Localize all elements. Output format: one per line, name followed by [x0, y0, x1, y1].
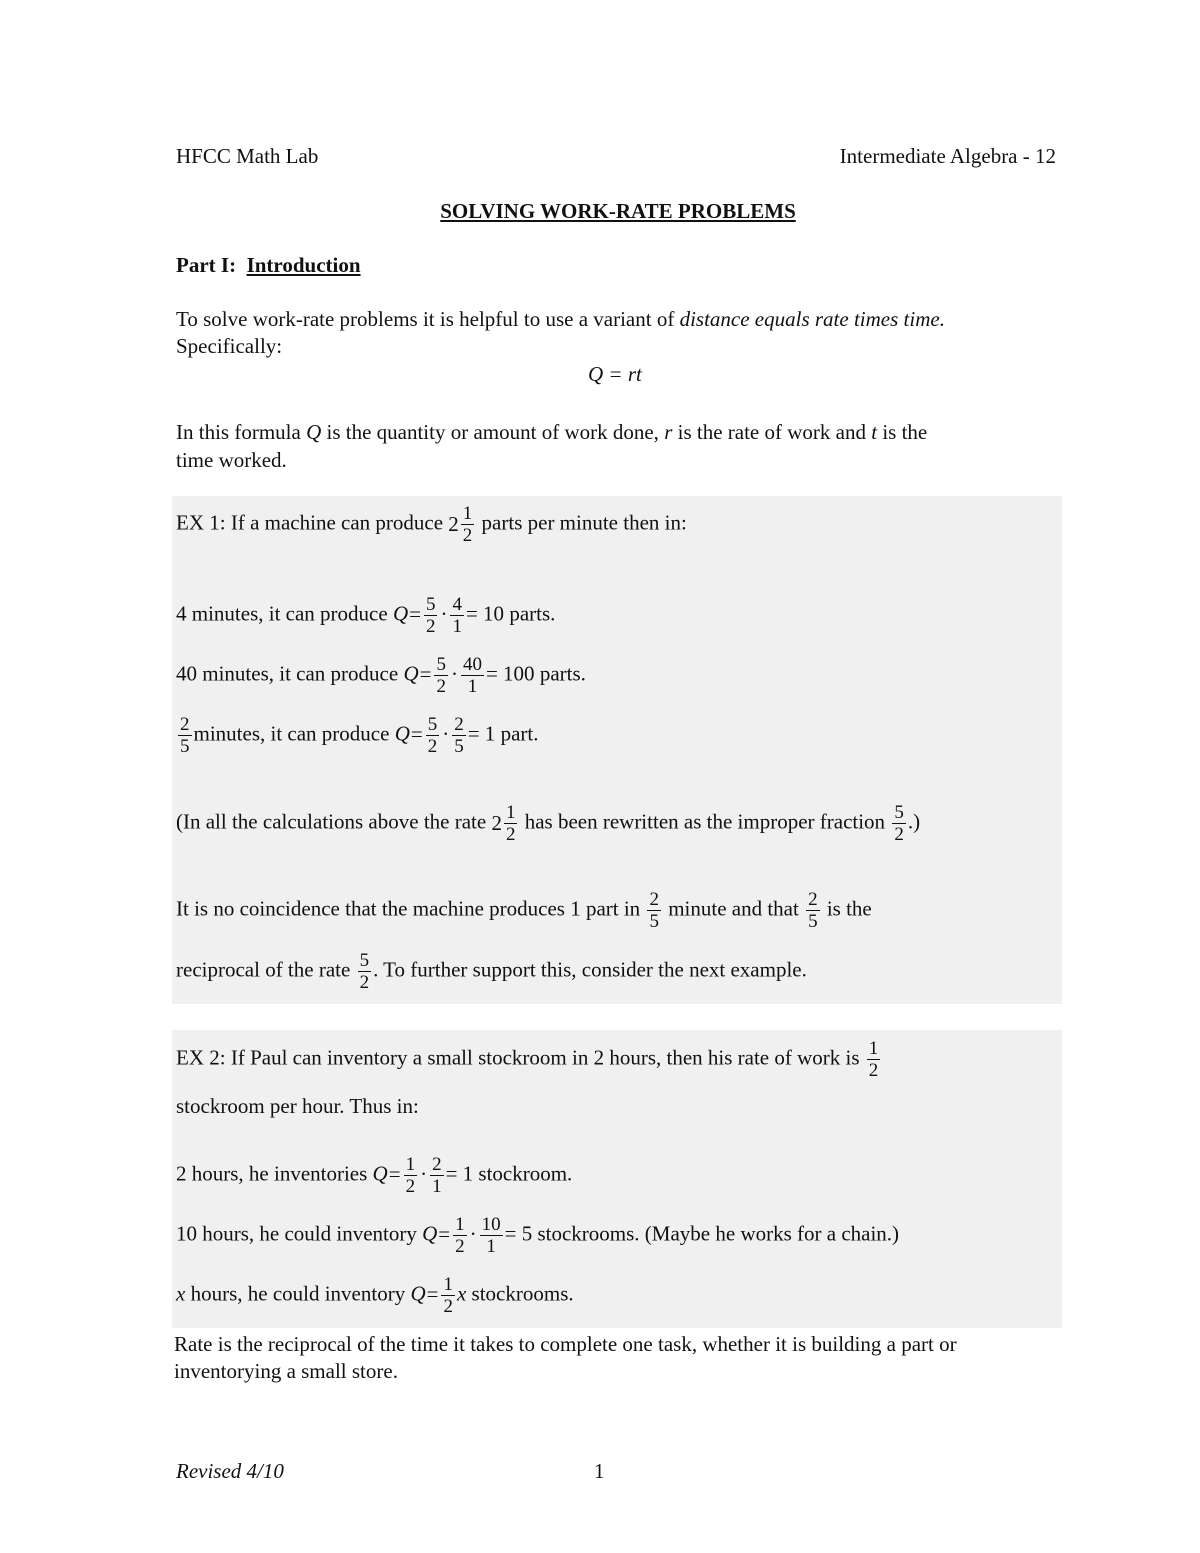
- intro-line-1: [176, 307, 945, 332]
- numerator: 1: [455, 1214, 465, 1235]
- expl-var-t: t: [871, 420, 878, 444]
- fraction: [434, 654, 448, 698]
- dot: ·: [469, 1221, 477, 1246]
- numerator: 1: [505, 802, 516, 823]
- row-text: minutes, it can produce: [193, 721, 395, 746]
- denominator: 5: [808, 911, 818, 933]
- row-text: part.: [495, 721, 539, 746]
- fraction: [452, 714, 466, 758]
- denominator: 1: [486, 1236, 496, 1258]
- ex1-reciprocal: [176, 950, 807, 994]
- fraction: [480, 1214, 503, 1258]
- denominator: 5: [454, 736, 464, 758]
- coinc-text: minute and that: [662, 896, 805, 921]
- note-text: has been rewritten as the improper fraction: [519, 809, 891, 834]
- numerator: 5: [894, 802, 904, 823]
- result: = 10: [465, 601, 505, 626]
- denominator: 1: [467, 676, 478, 698]
- recip-text: . To further support this, consider the next example.: [373, 957, 807, 982]
- page-title: SOLVING WORK-RATE PROBLEMS: [440, 199, 796, 223]
- expl-var-q: Q: [306, 420, 322, 444]
- equals: =: [388, 1161, 401, 1186]
- ex2-intro-text: EX 2: If Paul can inventory a small stockroom in 2 hours, then his rate of work is: [176, 1045, 865, 1070]
- numerator: 2: [649, 889, 659, 910]
- numerator: 1: [462, 503, 473, 524]
- fraction: [461, 503, 475, 547]
- ex1-note: [176, 802, 920, 846]
- fraction: [453, 1214, 467, 1258]
- ex1-row-1: [176, 594, 555, 638]
- recip-text: reciprocal of the rate: [176, 957, 356, 982]
- numerator: 5: [425, 594, 436, 615]
- fraction: [441, 1274, 455, 1318]
- row-text: stockroom.: [473, 1161, 573, 1186]
- var-q: Q: [410, 1281, 426, 1306]
- expl-text: is the quantity or amount of work done,: [321, 420, 665, 444]
- equals: =: [426, 1281, 439, 1306]
- ex2-row-2: [176, 1214, 899, 1258]
- numerator: 2: [180, 714, 190, 735]
- numerator: 5: [427, 714, 438, 735]
- intro-text: To solve work-rate problems it is helpful to use a variant of: [176, 307, 680, 331]
- part-heading: [176, 253, 361, 278]
- expl-text: In this formula: [176, 420, 307, 444]
- var-x: x: [176, 1281, 186, 1306]
- dot: ·: [440, 601, 448, 626]
- ex1-intro: [176, 503, 687, 547]
- ex1-coincidence: [176, 889, 872, 933]
- denominator: 1: [432, 1176, 442, 1198]
- fraction: [358, 950, 372, 994]
- note-text: .): [907, 809, 921, 834]
- numerator: 40: [462, 654, 482, 675]
- fraction: [424, 594, 438, 638]
- ex1-row-2: [176, 654, 586, 698]
- equals: =: [409, 601, 421, 626]
- numerator: 1: [405, 1154, 416, 1175]
- denominator: 2: [359, 972, 370, 994]
- dot: ·: [420, 1161, 428, 1186]
- numerator: 2: [808, 889, 818, 910]
- var-x: x: [456, 1281, 467, 1306]
- ex2-intro: [176, 1038, 882, 1082]
- denominator: 1: [452, 616, 462, 638]
- dot: ·: [442, 721, 450, 746]
- intro-italic: distance equals rate times time.: [679, 307, 945, 331]
- row-text: 10 hours, he could inventory: [176, 1221, 423, 1246]
- fraction: [806, 889, 820, 933]
- numerator: 2: [432, 1154, 442, 1175]
- header-right: Intermediate Algebra - 12: [839, 144, 1056, 168]
- expl-text: is the rate of work and: [672, 420, 872, 444]
- ex1-intro-text: parts per minute then in:: [476, 510, 687, 535]
- denominator: 2: [443, 1296, 453, 1318]
- numerator: 4: [452, 594, 462, 615]
- ex2-intro-line-2: stockroom per hour. Thus in:: [176, 1094, 419, 1118]
- result: = 1: [445, 1161, 474, 1186]
- part-name: Introduction: [246, 253, 361, 277]
- numerator: 1: [443, 1274, 453, 1295]
- formula: Q = rt: [588, 362, 642, 386]
- denominator: 2: [405, 1176, 416, 1198]
- row-text: parts.: [504, 601, 556, 626]
- dot: ·: [450, 661, 458, 686]
- mixed-whole: 2: [448, 512, 459, 537]
- fraction: [450, 594, 464, 638]
- ex1-row-3: [176, 714, 538, 758]
- conclusion-line-1: Rate is the reciprocal of the time it takes to complete one task, whether it is building a part or: [174, 1332, 957, 1356]
- fraction: [867, 1038, 881, 1082]
- row-text: stockrooms.: [466, 1281, 574, 1306]
- row-text: 40 minutes, it can produce: [176, 661, 404, 686]
- var-q: Q: [372, 1161, 388, 1186]
- result: = 1: [467, 721, 496, 746]
- intro-line-2: Specifically:: [176, 334, 283, 358]
- fraction: [892, 802, 906, 846]
- fraction: [504, 802, 518, 846]
- explanation-line-2: time worked.: [176, 448, 287, 472]
- var-q: Q: [422, 1221, 438, 1246]
- coinc-text: is the: [821, 896, 872, 921]
- footer-revised: Revised 4/10: [176, 1459, 284, 1483]
- denominator: 2: [425, 616, 436, 638]
- row-text: stockrooms. (Maybe he works for a chain.): [532, 1221, 900, 1246]
- equals: =: [410, 721, 423, 746]
- row-text: 4 minutes, it can produce: [176, 601, 393, 626]
- denominator: 2: [462, 525, 473, 547]
- expl-var-r: r: [664, 420, 673, 444]
- result: = 5: [504, 1221, 533, 1246]
- expl-text: is the: [877, 420, 928, 444]
- ex2-row-3: [176, 1274, 574, 1318]
- denominator: 5: [649, 911, 659, 933]
- ex2-row-1: [176, 1154, 572, 1198]
- ex1-intro-text: EX 1: If a machine can produce: [176, 510, 449, 535]
- denominator: 2: [427, 736, 438, 758]
- fraction: [461, 654, 484, 698]
- row-text: 2 hours, he inventories: [176, 1161, 373, 1186]
- denominator: 2: [436, 676, 446, 698]
- numerator: 1: [868, 1038, 879, 1059]
- page-number: 1: [594, 1459, 605, 1483]
- header-left: HFCC Math Lab: [176, 144, 319, 168]
- coinc-text: It is no coincidence that the machine produces 1 part in: [176, 896, 646, 921]
- denominator: 2: [505, 824, 516, 846]
- equals: =: [438, 1221, 451, 1246]
- result: = 100: [485, 661, 535, 686]
- numerator: 2: [454, 714, 464, 735]
- conclusion-line-2: inventorying a small store.: [174, 1359, 398, 1383]
- fraction: [426, 714, 440, 758]
- fraction: [647, 889, 661, 933]
- var-q: Q: [394, 721, 410, 746]
- denominator: 2: [894, 824, 904, 846]
- var-q: Q: [392, 601, 409, 626]
- var-q: Q: [403, 661, 419, 686]
- fraction: [178, 714, 192, 758]
- row-text: hours, he could inventory: [185, 1281, 411, 1306]
- explanation-line-1: [176, 420, 927, 445]
- fraction: [430, 1154, 444, 1198]
- note-text: (In all the calculations above the rate: [176, 809, 492, 834]
- numerator: 5: [359, 950, 370, 971]
- part-label: Part I:: [176, 253, 237, 277]
- mixed-whole: 2: [491, 811, 502, 836]
- fraction: [404, 1154, 418, 1198]
- denominator: 2: [868, 1060, 879, 1082]
- denominator: 2: [455, 1236, 465, 1258]
- equals: =: [419, 661, 432, 686]
- denominator: 5: [180, 736, 190, 758]
- row-text: parts.: [534, 661, 586, 686]
- numerator: 10: [481, 1214, 501, 1235]
- numerator: 5: [436, 654, 446, 675]
